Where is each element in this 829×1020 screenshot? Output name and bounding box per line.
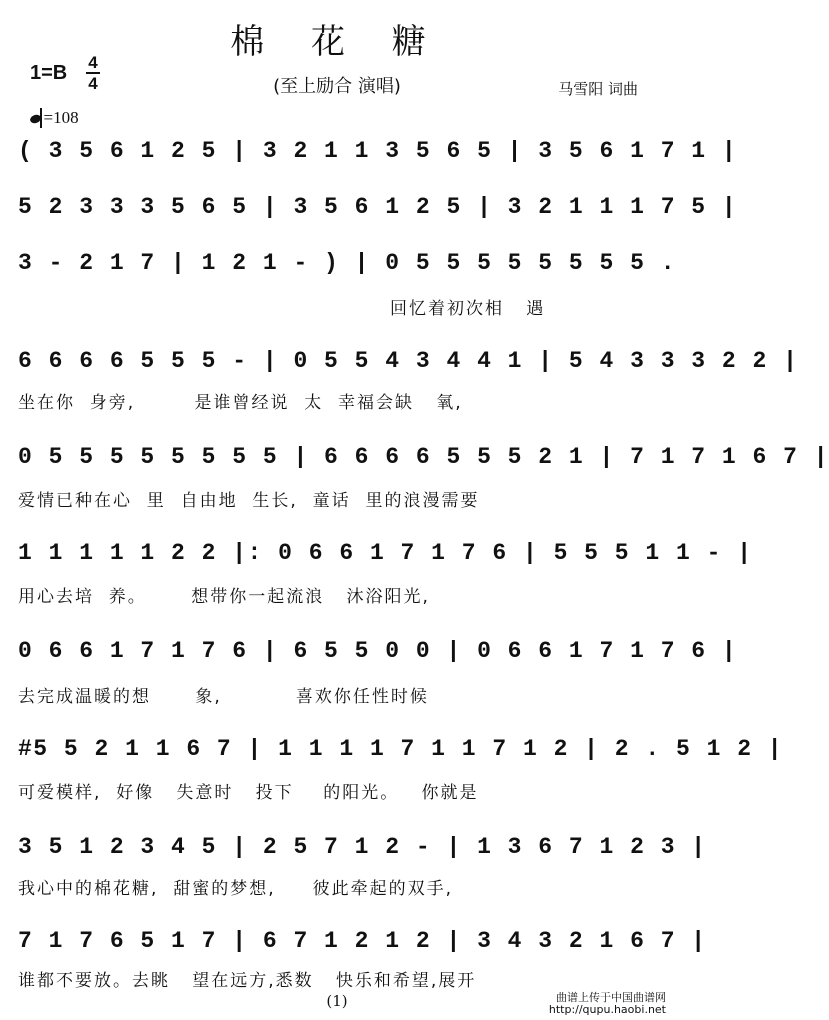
lyrics-row-3: 回忆着初次相 遇: [390, 299, 546, 319]
notation-row-9: 3 5 1 2 3 4 5 | 2 5 7 1 2 - | 1 3 6 7 1 2 3 |: [18, 834, 707, 860]
notation-row-7: 0 6 6 1 7 1 7 6 | 6 5 5 0 0 | 0 6 6 1 7 1 7 6 |: [18, 638, 738, 664]
performer-credit: (至上励合 演唱): [273, 76, 401, 97]
lyrics-row-10: 谁都不要放。去眺 望在远方,悉数 快乐和希望,展开: [18, 971, 477, 991]
notation-row-5: 0 5 5 5 5 5 5 5 5 | 6 6 6 6 5 5 5 2 1 | 7 1 7 1 6 7 |: [18, 444, 829, 470]
lyrics-row-4: 坐在你 身旁, 是谁曾经说 太 幸福会缺 氧,: [18, 393, 463, 413]
page-number: (1): [326, 992, 348, 1010]
notation-row-4: 6 6 6 6 5 5 5 - | 0 5 5 4 3 4 4 1 | 5 4 3 3 3 2 2 |: [18, 348, 799, 374]
lyrics-row-5: 爱情已种在心 里 自由地 生长, 童话 里的浪漫需要: [18, 491, 480, 511]
site-watermark: [549, 992, 666, 1016]
lyrics-row-9: 我心中的棉花糖, 甜蜜的梦想, 彼此牵起的双手,: [18, 879, 454, 899]
lyrics-row-8: 可爱模样, 好像 失意时 投下 的阳光。 你就是: [18, 783, 479, 803]
watermark-line-1: 曲谱上传于中国曲谱网: [556, 991, 666, 1004]
lyrics-row-7: 去完成温暖的想 象, 喜欢你任性时候: [18, 687, 429, 707]
lyrics-row-6: 用心去培 养。 想带你一起流浪 沐浴阳光,: [18, 587, 430, 607]
notation-row-1: ( 3 5 6 1 2 5 | 3 2 1 1 3 5 6 5 | 3 5 6 1 7 1 |: [18, 138, 738, 164]
key-signature: 1=B: [30, 62, 68, 84]
notation-row-8: #5 5 2 1 1 6 7 | 1 1 1 1 7 1 1 7 1 2 | 2 . 5 1 2 |: [18, 736, 784, 762]
tempo-value: =108: [43, 108, 79, 127]
time-signature-bottom: 4: [88, 74, 98, 93]
tempo-marking: [30, 108, 79, 128]
song-title: 棉 花 糖: [230, 22, 444, 62]
composer-credit: 马雪阳 词曲: [558, 80, 638, 98]
notation-row-10: 7 1 7 6 5 1 7 | 6 7 1 2 1 2 | 3 4 3 2 1 6 7 |: [18, 928, 707, 954]
notation-row-6: 1 1 1 1 1 2 2 |: 0 6 6 1 7 1 7 6 | 5 5 5 1 1 - |: [18, 540, 753, 566]
watermark-line-2: http://qupu.haobi.net: [548, 1003, 666, 1016]
time-signature-top: 4: [88, 53, 98, 72]
notation-row-3: 3 - 2 1 7 | 1 2 1 - ) | 0 5 5 5 5 5 5 5 5 .: [18, 250, 676, 276]
notation-row-2: 5 2 3 3 3 5 6 5 | 3 5 6 1 2 5 | 3 2 1 1 1 7 5 |: [18, 194, 738, 220]
